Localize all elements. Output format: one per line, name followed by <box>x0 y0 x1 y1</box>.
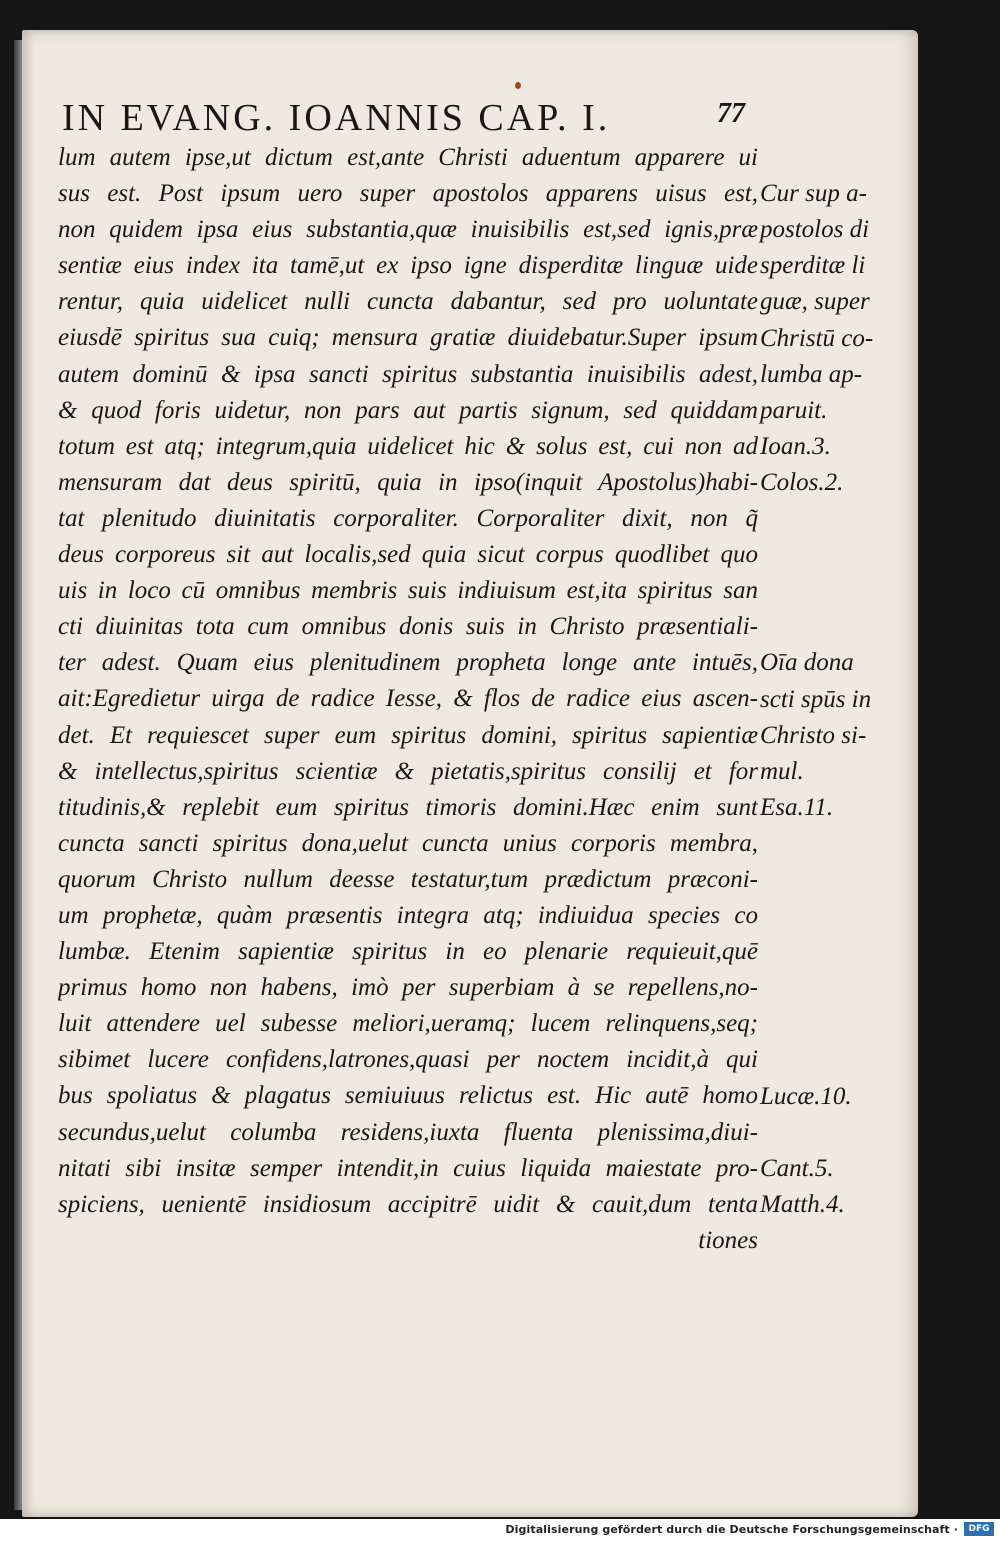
text-line: um prophetæ, quàm præsentis integra atq; indiuidua species co <box>58 901 758 929</box>
page-number: 77 <box>717 98 745 129</box>
funding-credit: Digitalisierung gefördert durch die Deutsche Forschungsgemeinschaft · <box>505 1523 958 1536</box>
margin-note: postolos di <box>760 216 870 244</box>
text-line: ter adest. Quam eius plenitudinem propheta longe ante intuēs, <box>58 649 758 677</box>
text-line: mensuram dat deus spiritū, quia in ipso(inquit Apostolus)habi- <box>58 468 758 496</box>
text-line: uis in loco cū omnibus membris suis indiuisum est,ita spiritus san <box>58 577 758 605</box>
margin-note: guæ, super <box>760 288 870 316</box>
text-line: cuncta sancti spiritus dona,uelut cuncta unius corporis membra, <box>58 829 758 857</box>
text-line: & intellectus,spiritus scientiæ & pietatis,spiritus consilij et for <box>58 757 758 785</box>
text-line: luit attendere uel subesse meliori,ueramq; lucem relinquens,seq; <box>58 1010 758 1038</box>
margin-note: Colos.2. <box>760 468 844 496</box>
text-line: secundus,uelut columba residens,iuxta fluenta plenissima,diui- <box>58 1118 758 1146</box>
text-line: bus spoliatus & plagatus semiuiuus relictus est. Hic autē homo <box>58 1082 758 1110</box>
text-line: quorum Christo nullum deesse testatur,tum prædictum præconi- <box>58 865 758 893</box>
text-line: lumbæ. Etenim sapientiæ spiritus in eo plenarie requieuit,quē <box>58 938 758 966</box>
text-line: autem dominū & ipsa sancti spiritus substantia inuisibilis adest, <box>58 360 758 388</box>
text-line: & quod foris uidetur, non pars aut partis signum, sed quiddam <box>58 396 758 424</box>
margin-note: Christū co- <box>760 324 874 352</box>
margin-note: Cur sup a- <box>760 180 867 208</box>
text-line: lum autem ipse,ut dictum est,ante Christi aduentum apparere ui <box>58 144 758 171</box>
ink-speck <box>515 82 521 89</box>
margin-note: Oīa dona <box>760 649 854 677</box>
text-line: tat plenitudo diuinitatis corporaliter. Corporaliter dixit, non q̃ <box>58 504 758 532</box>
text-line: titudinis,& replebit eum spiritus timoris domini.Hæc enim sunt <box>58 793 758 821</box>
margin-note: Lucæ.10. <box>760 1082 852 1110</box>
text-line: totum est atq; integrum,quia uidelicet hic & solus est, cui non ad <box>58 432 758 460</box>
text-line: tiones <box>698 1226 758 1254</box>
margin-note: mul. <box>760 757 804 785</box>
text-line: sibimet lucere confidens,latrones,quasi per noctem incidit,à qui <box>58 1046 758 1074</box>
running-header <box>62 96 762 144</box>
text-line: sentiæ eius index ita tamē,ut ex ipso igne disperditæ linguæ uide <box>58 252 758 280</box>
margin-note: Matth.4. <box>760 1190 845 1218</box>
text-line: det. Et requiescet super eum spiritus domini, spiritus sapientiæ <box>58 721 758 749</box>
text-line: rentur, quia uidelicet nulli cuncta dabantur, sed pro uoluntate <box>58 288 758 316</box>
footer-bar <box>0 1519 1000 1541</box>
margin-note: Christo si- <box>760 721 867 749</box>
text-line: spiciens, uenientē insidiosum accipitrē uidit & cauit,dum tenta <box>58 1190 758 1218</box>
margin-note: Esa.11. <box>760 793 834 821</box>
text-line: nitati sibi insitæ semper intendit,in cuius liquida maiestate pro- <box>58 1154 758 1182</box>
margin-note: scti spūs in <box>760 685 872 713</box>
dfg-logo: DFG <box>964 1522 994 1536</box>
text-line: cti diuinitas tota cum omnibus donis suis in Christo præsentiali- <box>58 613 758 641</box>
margin-note: Ioan.3. <box>760 432 831 460</box>
text-line: ait:Egredietur uirga de radice Iesse, & flos de radice eius ascen- <box>58 685 758 713</box>
text-line: deus corporeus sit aut localis,sed quia sicut corpus quodlibet quo <box>58 541 758 569</box>
margin-note: paruit. <box>760 396 828 424</box>
margin-note: sperditæ li <box>760 252 866 280</box>
main-text-column <box>58 140 758 1259</box>
margin-note: Cant.5. <box>760 1154 834 1182</box>
text-line: primus homo non habens, imò per superbiam à se repellens,no- <box>58 974 758 1002</box>
text-line: sus est. Post ipsum uero super apostolos apparens uisus est, <box>58 180 758 208</box>
text-line: eiusdē spiritus sua cuiq; mensura gratiæ diuidebatur.Super ipsum <box>58 324 758 352</box>
running-head-title: IN EVANG. IOANNIS CAP. I. <box>62 97 611 139</box>
margin-note: lumba ap- <box>760 360 863 388</box>
text-line: non quidem ipsa eius substantia,quæ inuisibilis est,sed ignis,præ <box>58 216 758 244</box>
